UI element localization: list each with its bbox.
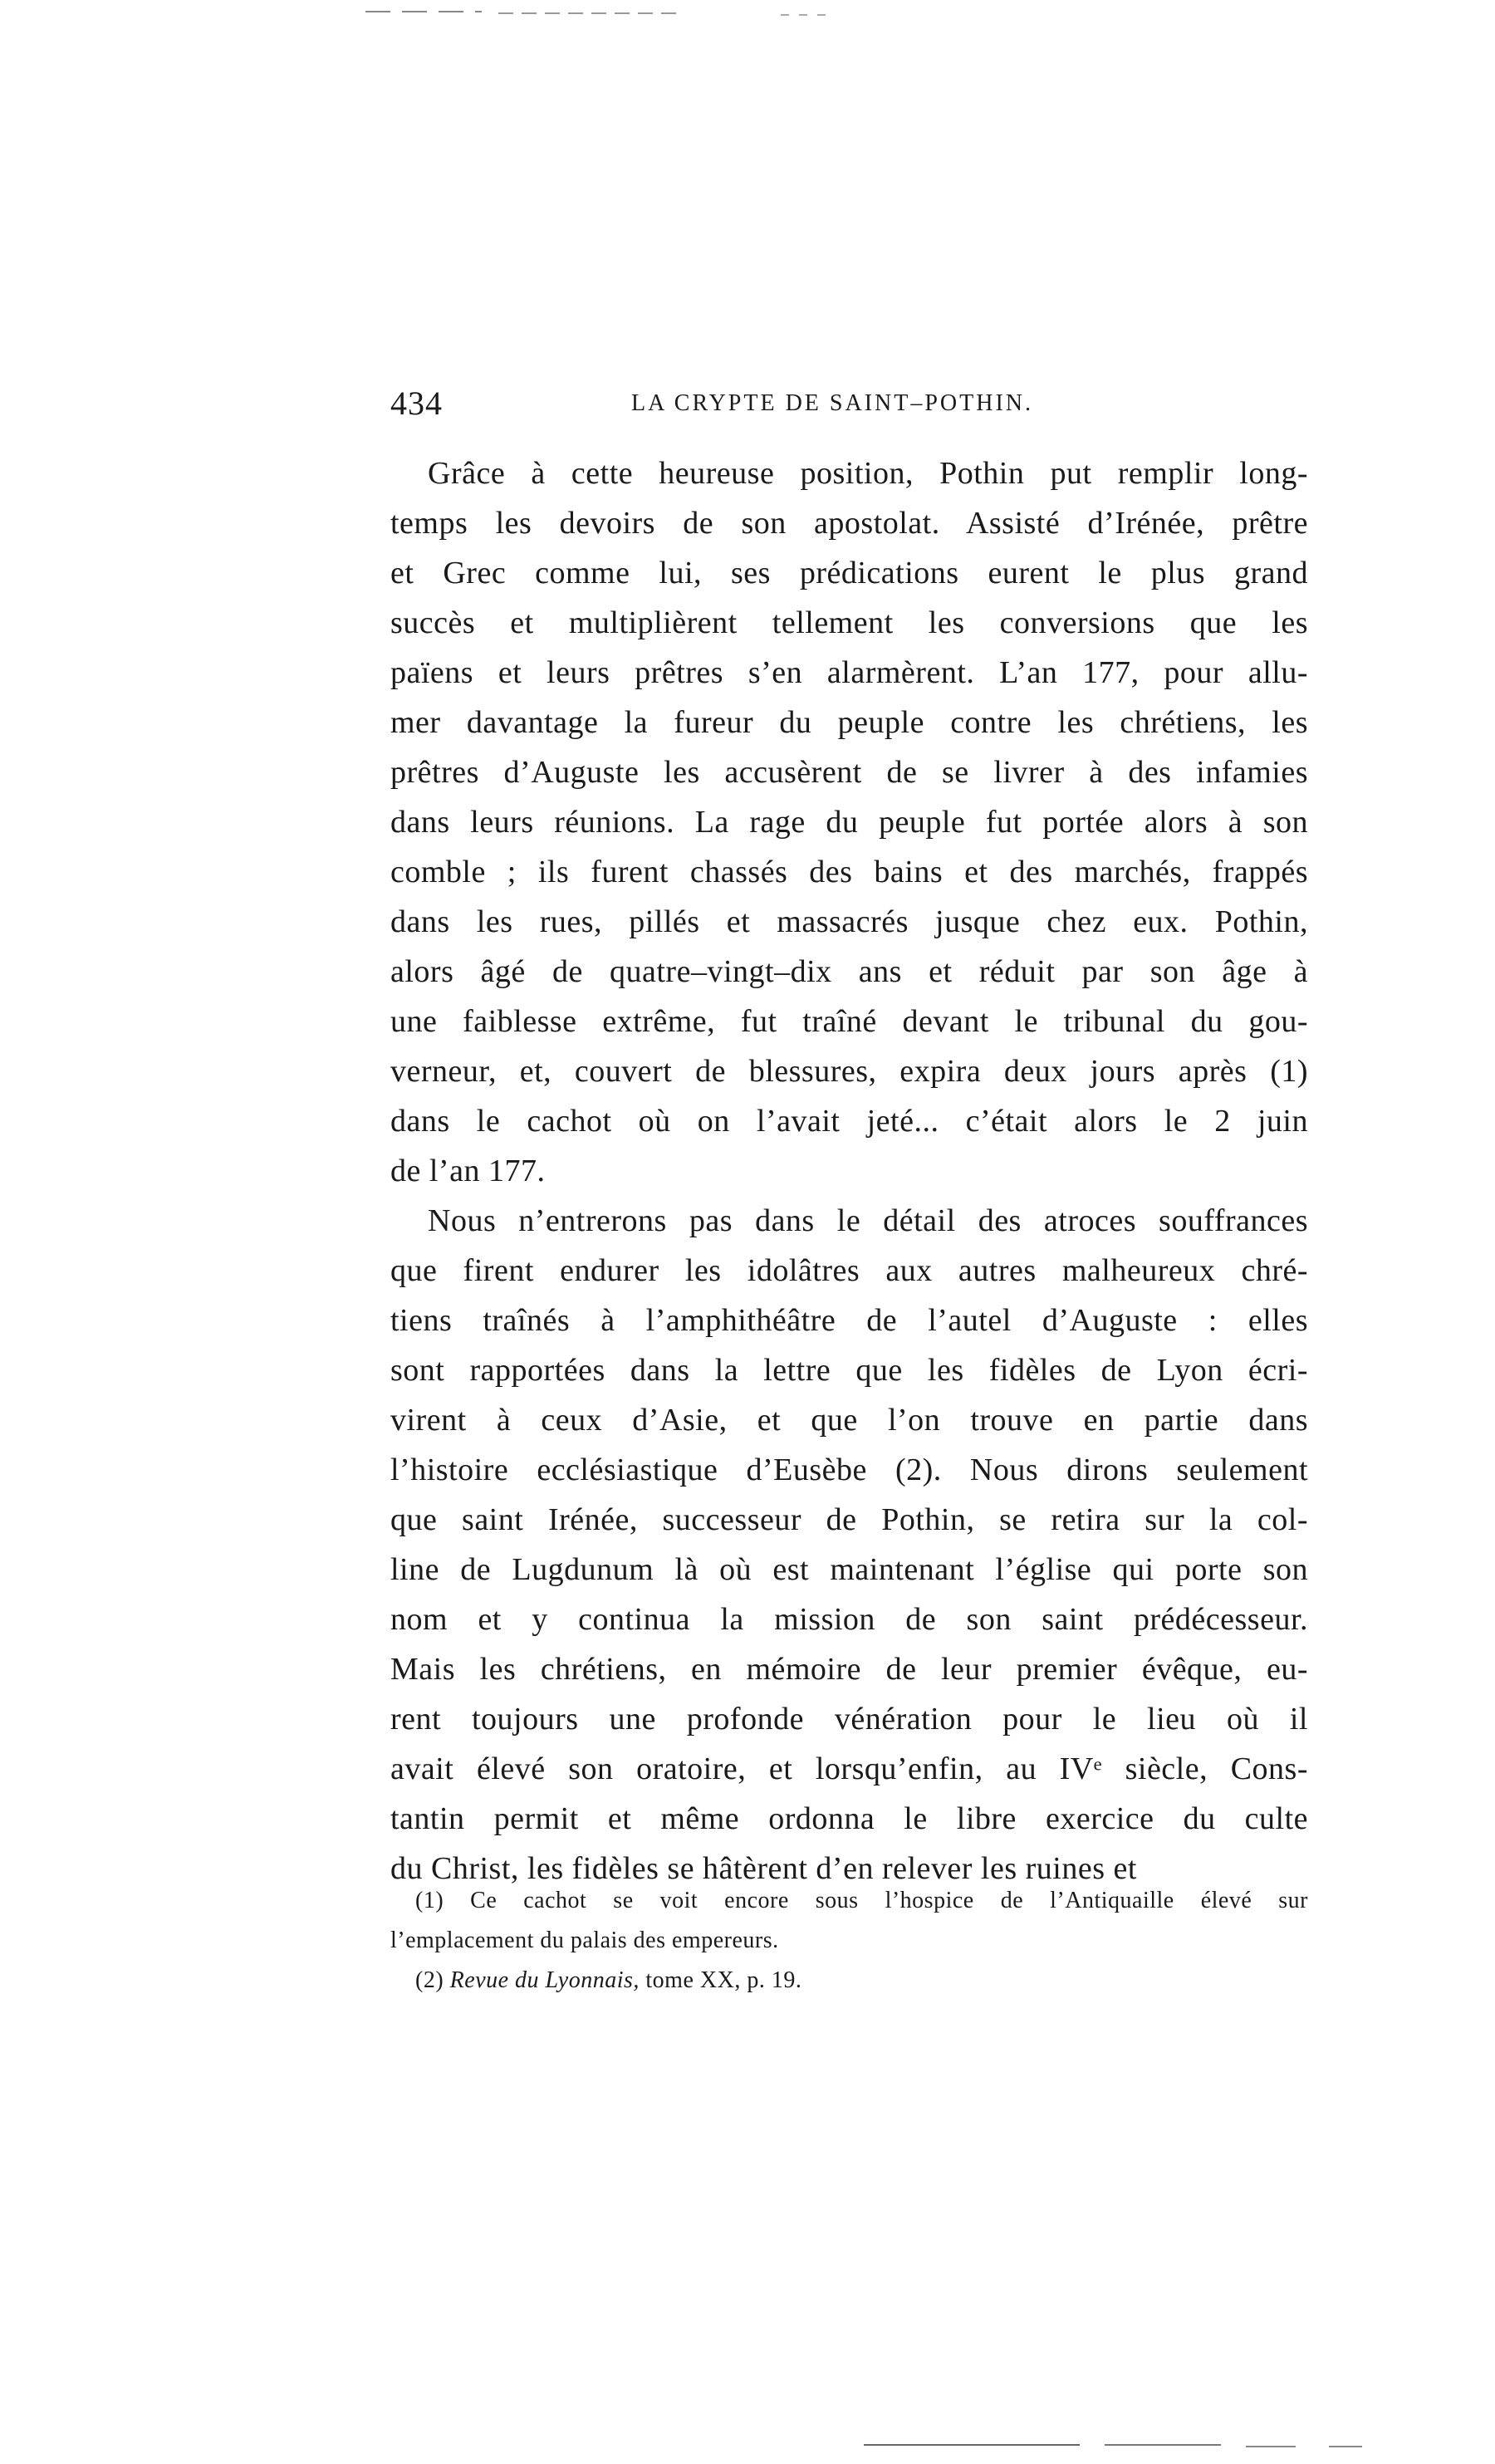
- text-line: Grâce à cette heureuse position, Pothin put remplir long-: [428, 456, 1308, 491]
- text-line: de l’an 177.: [390, 1154, 546, 1188]
- page-header: [390, 384, 1304, 425]
- text-line: tiens traînés à l’amphithéâtre de l’autel d’Auguste : elles: [390, 1303, 1308, 1338]
- paragraph: [390, 1196, 1308, 1893]
- text-line: tantin permit et même ordonna le libre exercice du culte: [390, 1801, 1308, 1836]
- text-line: l’histoire ecclésiastique d’Eusèbe (2). Nous dirons seulement: [390, 1452, 1308, 1487]
- text-line: et Grec comme lui, ses prédications eurent le plus grand: [390, 556, 1308, 590]
- text-line: nom et y continua la mission de son saint prédécesseur.: [390, 1602, 1308, 1637]
- text-line: dans le cachot où on l’avait jeté... c’était alors le 2 juin: [390, 1104, 1308, 1139]
- running-title: LA CRYPTE DE SAINT–POTHIN.: [631, 390, 1034, 416]
- text-line: Nous n’entrerons pas dans le détail des atroces souffrances: [428, 1203, 1308, 1238]
- footnote-1-line-2: l’emplacement du palais des empereurs.: [390, 1928, 779, 1953]
- text-line: une faiblesse extrême, fut traîné devant le tribunal du gou-: [390, 1004, 1308, 1039]
- footnote-2: [390, 1961, 1308, 2001]
- footnotes: [390, 1881, 1308, 2001]
- text-line: sont rapportées dans la lettre que les fidèles de Lyon écri-: [390, 1353, 1308, 1388]
- text-line: verneur, et, couvert de blessures, expira deux jours après (1): [390, 1054, 1308, 1089]
- text-line: Mais les chrétiens, en mémoire de leur premier évêque, eu-: [390, 1652, 1308, 1687]
- footnote-2-marker: (2): [415, 1967, 450, 1993]
- text-line: dans les rues, pillés et massacrés jusque chez eux. Pothin,: [390, 904, 1308, 939]
- text-line: temps les devoirs de son apostolat. Assisté d’Irénée, prêtre: [390, 506, 1308, 541]
- text-line: que saint Irénée, successeur de Pothin, se retira sur la col-: [390, 1502, 1308, 1537]
- text-line: comble ; ils furent chassés des bains et des marchés, frappés: [390, 855, 1308, 889]
- text-line: alors âgé de quatre–vingt–dix ans et réduit par son âge à: [390, 954, 1308, 989]
- text-line: rent toujours une profonde vénération pour le lieu où il: [390, 1702, 1308, 1737]
- body-text: [390, 448, 1308, 1893]
- text-line: dans leurs réunions. La rage du peuple fut portée alors à son: [390, 805, 1308, 840]
- page-number: 434: [390, 385, 443, 422]
- text-line: prêtres d’Auguste les accusèrent de se livrer à des infamies: [390, 755, 1308, 790]
- footnote-2-title: Revue du Lyonnais,: [449, 1967, 640, 1993]
- text-line: succès et multiplièrent tellement les conversions que les: [390, 605, 1308, 640]
- text-line: avait élevé son oratoire, et lorsqu’enfin, au IVᵉ siècle, Cons-: [390, 1751, 1308, 1786]
- text-line: mer davantage la fureur du peuple contre les chrétiens, les: [390, 705, 1308, 740]
- text-line: line de Lugdunum là où est maintenant l’église qui porte son: [390, 1552, 1308, 1587]
- footnote-1-line-1: (1) Ce cachot se voit encore sous l’hospice de l’Antiquaille élevé sur: [415, 1888, 1308, 1913]
- text-line: du Christ, les fidèles se hâtèrent d’en relever les ruines et: [390, 1851, 1137, 1886]
- text-line: virent à ceux d’Asie, et que l’on trouve en partie dans: [390, 1403, 1308, 1438]
- footnote-2-rest: tome XX, p. 19.: [639, 1967, 802, 1993]
- paragraph: [390, 448, 1308, 1196]
- text-line: païens et leurs prêtres s’en alarmèrent. L’an 177, pour allu-: [390, 655, 1308, 690]
- text-line: que firent endurer les idolâtres aux autres malheureux chré-: [390, 1253, 1308, 1288]
